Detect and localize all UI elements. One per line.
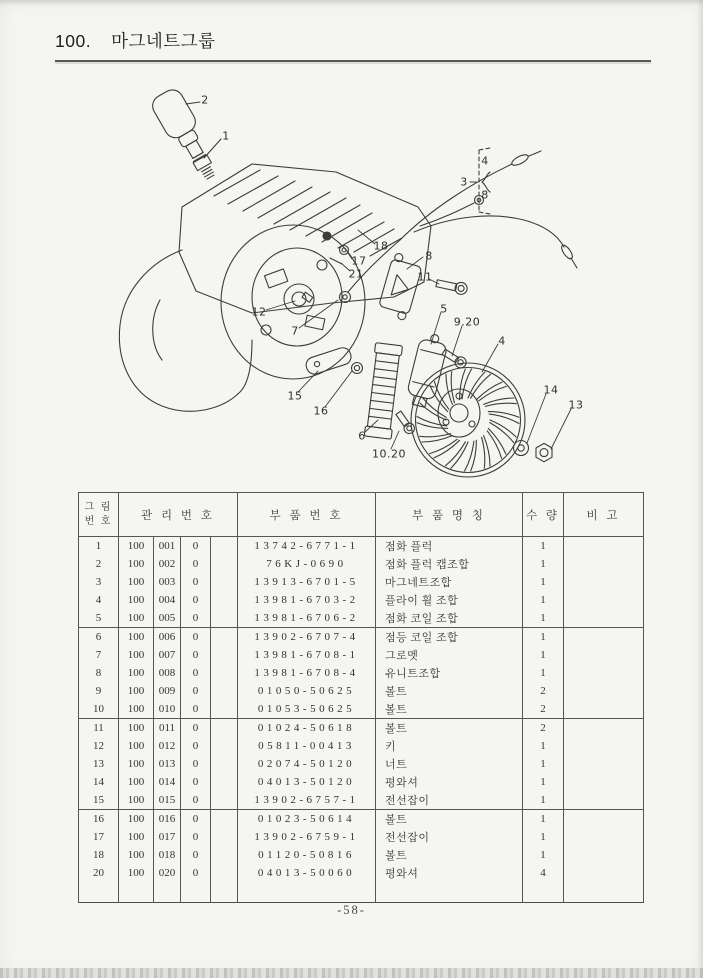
cell-m1: 100 <box>119 700 154 719</box>
cell-m3: 0 <box>181 737 211 755</box>
cell-m1: 100 <box>119 810 154 829</box>
cell-fig: 6 <box>79 628 119 647</box>
diagram-label-7: 7 <box>291 324 299 338</box>
cell-m2: 020 <box>154 864 181 882</box>
cell-qty: 1 <box>523 828 564 846</box>
cell-qty: 1 <box>523 791 564 810</box>
cell-part: 13981-6703-2 <box>238 591 376 609</box>
cell-qty: 2 <box>523 682 564 700</box>
table-row <box>79 737 644 755</box>
cell-m4 <box>211 719 238 738</box>
cell-m2: 002 <box>154 555 181 573</box>
cell-m4 <box>211 591 238 609</box>
table-row <box>79 719 644 738</box>
cell-name: 볼트 <box>376 719 523 738</box>
page-number: -58- <box>337 903 366 917</box>
cell-fig: 1 <box>79 537 119 556</box>
cell-qty: 2 <box>523 719 564 738</box>
cell-m2: 004 <box>154 591 181 609</box>
table-row <box>79 773 644 791</box>
cell-m2: 010 <box>154 700 181 719</box>
diagram-label-2: 2 <box>201 93 209 107</box>
cell-m1: 100 <box>119 846 154 864</box>
cell-m2: 007 <box>154 646 181 664</box>
cell-m4 <box>211 791 238 810</box>
cell-m3: 0 <box>181 810 211 829</box>
cell-m1: 100 <box>119 664 154 682</box>
cell-name: 볼트 <box>376 810 523 829</box>
cell-m4 <box>211 555 238 573</box>
cell-part: 13981-6708-4 <box>238 664 376 682</box>
cell-fig: 20 <box>79 864 119 882</box>
diagram-label-8: 8 <box>425 249 433 263</box>
cell-m1: 100 <box>119 591 154 609</box>
table-row <box>79 628 644 647</box>
cell-name: 점화 플럭 <box>376 537 523 556</box>
diagram-label-11: 11 <box>417 270 433 284</box>
cell-m4 <box>211 700 238 719</box>
cell-m3: 0 <box>181 864 211 882</box>
header-remarks: 비 고 <box>564 493 644 537</box>
cell-m2: 013 <box>154 755 181 773</box>
section-number: 100. <box>55 31 92 51</box>
cell-m3: 0 <box>181 682 211 700</box>
cell-part: 01024-50618 <box>238 719 376 738</box>
cell-m1: 100 <box>119 828 154 846</box>
cell-m3: 0 <box>181 573 211 591</box>
cell-fig: 13 <box>79 755 119 773</box>
cell-name: 점화 코일 조합 <box>376 609 523 628</box>
cell-qty: 1 <box>523 846 564 864</box>
diagram-label-5: 5 <box>440 302 448 316</box>
diagram-label-4: 4 <box>481 154 489 168</box>
parts-table <box>78 492 644 903</box>
cell-fig: 7 <box>79 646 119 664</box>
table-row <box>79 573 644 591</box>
cell-name: 점화 플럭 캡조합 <box>376 555 523 573</box>
cell-note <box>564 609 644 628</box>
table-group-1 <box>79 537 644 628</box>
diagram-label-9.20: 9.20 <box>453 315 481 329</box>
cell-note <box>564 719 644 738</box>
cell-name: 키 <box>376 737 523 755</box>
cell-part: 04013-50120 <box>238 773 376 791</box>
cell-part: 76KJ-0690 <box>238 555 376 573</box>
cell-part: 02074-50120 <box>238 755 376 773</box>
cell-qty: 1 <box>523 537 564 556</box>
header-part-name: 부 품 명 칭 <box>376 493 523 537</box>
cell-m3: 0 <box>181 719 211 738</box>
cell-m2: 011 <box>154 719 181 738</box>
cell-note <box>564 864 644 882</box>
cell-m4 <box>211 773 238 791</box>
cell-empty <box>79 882 119 903</box>
cell-m2: 016 <box>154 810 181 829</box>
cell-m1: 100 <box>119 864 154 882</box>
cell-fig: 8 <box>79 664 119 682</box>
cell-name: 그로멧 <box>376 646 523 664</box>
diagram-label-16: 16 <box>313 404 329 418</box>
cell-m1: 100 <box>119 791 154 810</box>
cell-fig: 9 <box>79 682 119 700</box>
cell-empty <box>564 882 644 903</box>
cell-qty: 1 <box>523 555 564 573</box>
cell-empty <box>523 882 564 903</box>
table-row <box>79 646 644 664</box>
cell-m4 <box>211 664 238 682</box>
diagram-label-12: 12 <box>251 305 267 319</box>
cell-m1: 100 <box>119 773 154 791</box>
diagram-label-14: 14 <box>543 383 559 397</box>
cell-m2: 018 <box>154 846 181 864</box>
diagram-label-6: 6 <box>358 429 366 443</box>
cell-m4 <box>211 737 238 755</box>
cell-note <box>564 755 644 773</box>
cell-m1: 100 <box>119 555 154 573</box>
cell-part: 01050-50625 <box>238 682 376 700</box>
table-row <box>79 591 644 609</box>
table-row <box>79 700 644 719</box>
cell-part: 13981-6708-1 <box>238 646 376 664</box>
cell-note <box>564 810 644 829</box>
cell-note <box>564 700 644 719</box>
cell-qty: 1 <box>523 591 564 609</box>
table-row <box>79 609 644 628</box>
diagram-label-13: 13 <box>568 398 584 412</box>
cell-fig: 18 <box>79 846 119 864</box>
header-qty: 수 량 <box>523 493 564 537</box>
cell-m4 <box>211 810 238 829</box>
cell-fig: 12 <box>79 737 119 755</box>
diagram-label-1: 1 <box>222 129 230 143</box>
cell-note <box>564 591 644 609</box>
cell-m2: 017 <box>154 828 181 846</box>
cell-fig: 3 <box>79 573 119 591</box>
cell-m4 <box>211 864 238 882</box>
cell-note <box>564 555 644 573</box>
cell-m2: 009 <box>154 682 181 700</box>
cell-empty <box>181 882 211 903</box>
cell-m1: 100 <box>119 737 154 755</box>
cell-part: 01023-50614 <box>238 810 376 829</box>
cell-m4 <box>211 609 238 628</box>
cell-qty: 1 <box>523 737 564 755</box>
cell-name: 평와셔 <box>376 864 523 882</box>
cell-empty <box>211 882 238 903</box>
cell-m3: 0 <box>181 591 211 609</box>
cell-m3: 0 <box>181 828 211 846</box>
header-fig-no: 그 림 번 호 <box>79 493 119 537</box>
cell-m3: 0 <box>181 537 211 556</box>
cell-note <box>564 682 644 700</box>
cell-part: 01053-50625 <box>238 700 376 719</box>
cell-m3: 0 <box>181 646 211 664</box>
cell-name: 플라이 휠 조합 <box>376 591 523 609</box>
cell-fig: 4 <box>79 591 119 609</box>
table-row <box>79 791 644 810</box>
cell-m3: 0 <box>181 555 211 573</box>
diagram-label-15: 15 <box>287 389 303 403</box>
table-row <box>79 864 644 882</box>
cell-name: 전선잡이 <box>376 791 523 810</box>
cell-m4 <box>211 828 238 846</box>
cell-m3: 0 <box>181 700 211 719</box>
cell-name: 너트 <box>376 755 523 773</box>
cell-qty: 1 <box>523 810 564 829</box>
cell-m2: 015 <box>154 791 181 810</box>
diagram-label-4: 4 <box>498 334 506 348</box>
cell-name: 볼트 <box>376 700 523 719</box>
cell-part: 13902-6759-1 <box>238 828 376 846</box>
cell-empty <box>238 882 376 903</box>
cell-fig: 11 <box>79 719 119 738</box>
cell-name: 볼트 <box>376 682 523 700</box>
cell-m2: 003 <box>154 573 181 591</box>
diagram-label-8: 8 <box>481 188 489 202</box>
cell-m1: 100 <box>119 628 154 647</box>
diagram-label-17: 17 <box>351 254 367 268</box>
cell-fig: 17 <box>79 828 119 846</box>
cell-fig: 2 <box>79 555 119 573</box>
cell-m3: 0 <box>181 755 211 773</box>
cell-name: 볼트 <box>376 846 523 864</box>
cell-m2: 014 <box>154 773 181 791</box>
cell-qty: 1 <box>523 664 564 682</box>
table-row <box>79 537 644 556</box>
cell-m3: 0 <box>181 791 211 810</box>
table-header <box>79 493 644 537</box>
table-row <box>79 555 644 573</box>
cell-name: 유니트조합 <box>376 664 523 682</box>
cell-m1: 100 <box>119 646 154 664</box>
section-title: 마그네트그룹 <box>111 31 216 51</box>
diagram-label-18: 18 <box>373 239 389 253</box>
cell-part: 13902-6707-4 <box>238 628 376 647</box>
cell-qty: 1 <box>523 755 564 773</box>
cell-name: 전선잡이 <box>376 828 523 846</box>
table-row <box>79 682 644 700</box>
diagram-label-10.20: 10.20 <box>372 447 406 461</box>
table-group-2 <box>79 628 644 719</box>
cell-name: 마그네트조합 <box>376 573 523 591</box>
cell-part: 13981-6706-2 <box>238 609 376 628</box>
cell-note <box>564 664 644 682</box>
cell-m3: 0 <box>181 846 211 864</box>
cell-qty: 1 <box>523 628 564 647</box>
cell-qty: 1 <box>523 609 564 628</box>
cell-qty: 4 <box>523 864 564 882</box>
cell-qty: 1 <box>523 573 564 591</box>
table-row <box>79 755 644 773</box>
cell-empty <box>376 882 523 903</box>
cell-qty: 2 <box>523 700 564 719</box>
cell-m4 <box>211 755 238 773</box>
cell-empty <box>119 882 154 903</box>
cell-fig: 16 <box>79 810 119 829</box>
cell-empty <box>154 882 181 903</box>
cell-name: 평와셔 <box>376 773 523 791</box>
cell-part: 13902-6757-1 <box>238 791 376 810</box>
cell-m3: 0 <box>181 628 211 647</box>
cell-qty: 1 <box>523 773 564 791</box>
cell-fig: 15 <box>79 791 119 810</box>
cell-note <box>564 646 644 664</box>
table-row <box>79 664 644 682</box>
cell-m1: 100 <box>119 682 154 700</box>
cell-note <box>564 573 644 591</box>
cell-part: 13913-6701-5 <box>238 573 376 591</box>
cell-fig: 10 <box>79 700 119 719</box>
cell-m1: 100 <box>119 537 154 556</box>
table-group-4 <box>79 810 644 903</box>
cell-note <box>564 737 644 755</box>
cell-note <box>564 628 644 647</box>
cell-note <box>564 791 644 810</box>
cell-m2: 012 <box>154 737 181 755</box>
table-group-3 <box>79 719 644 810</box>
cell-m3: 0 <box>181 773 211 791</box>
cell-m2: 001 <box>154 537 181 556</box>
cell-name: 점등 코일 조합 <box>376 628 523 647</box>
cell-note <box>564 773 644 791</box>
cell-m2: 006 <box>154 628 181 647</box>
cell-m4 <box>211 573 238 591</box>
cell-fig: 5 <box>79 609 119 628</box>
header-part-no: 부 품 번 호 <box>238 493 376 537</box>
cell-m1: 100 <box>119 609 154 628</box>
cell-note <box>564 846 644 864</box>
cell-part: 05811-00413 <box>238 737 376 755</box>
cell-m3: 0 <box>181 609 211 628</box>
cell-part: 01120-50816 <box>238 846 376 864</box>
cell-m4 <box>211 537 238 556</box>
cell-m1: 100 <box>119 719 154 738</box>
cell-m4 <box>211 682 238 700</box>
header-control-no: 관 리 번 호 <box>119 493 238 537</box>
cell-part: 13742-6771-1 <box>238 537 376 556</box>
cell-m2: 005 <box>154 609 181 628</box>
cell-m4 <box>211 846 238 864</box>
cell-note <box>564 828 644 846</box>
scan-edge-bottom <box>0 968 703 978</box>
diagram-label-3: 3 <box>460 175 468 189</box>
cell-m1: 100 <box>119 755 154 773</box>
table-row <box>79 828 644 846</box>
diagram-label-21: 21 <box>348 267 364 281</box>
cell-m1: 100 <box>119 573 154 591</box>
cell-m2: 008 <box>154 664 181 682</box>
cell-m4 <box>211 628 238 647</box>
cell-m3: 0 <box>181 664 211 682</box>
cell-part: 04013-50060 <box>238 864 376 882</box>
cell-fig: 14 <box>79 773 119 791</box>
cell-note <box>564 537 644 556</box>
cell-qty: 1 <box>523 646 564 664</box>
table-row <box>79 846 644 864</box>
cell-m4 <box>211 646 238 664</box>
table-row <box>79 810 644 829</box>
table-spacer-row <box>79 882 644 903</box>
